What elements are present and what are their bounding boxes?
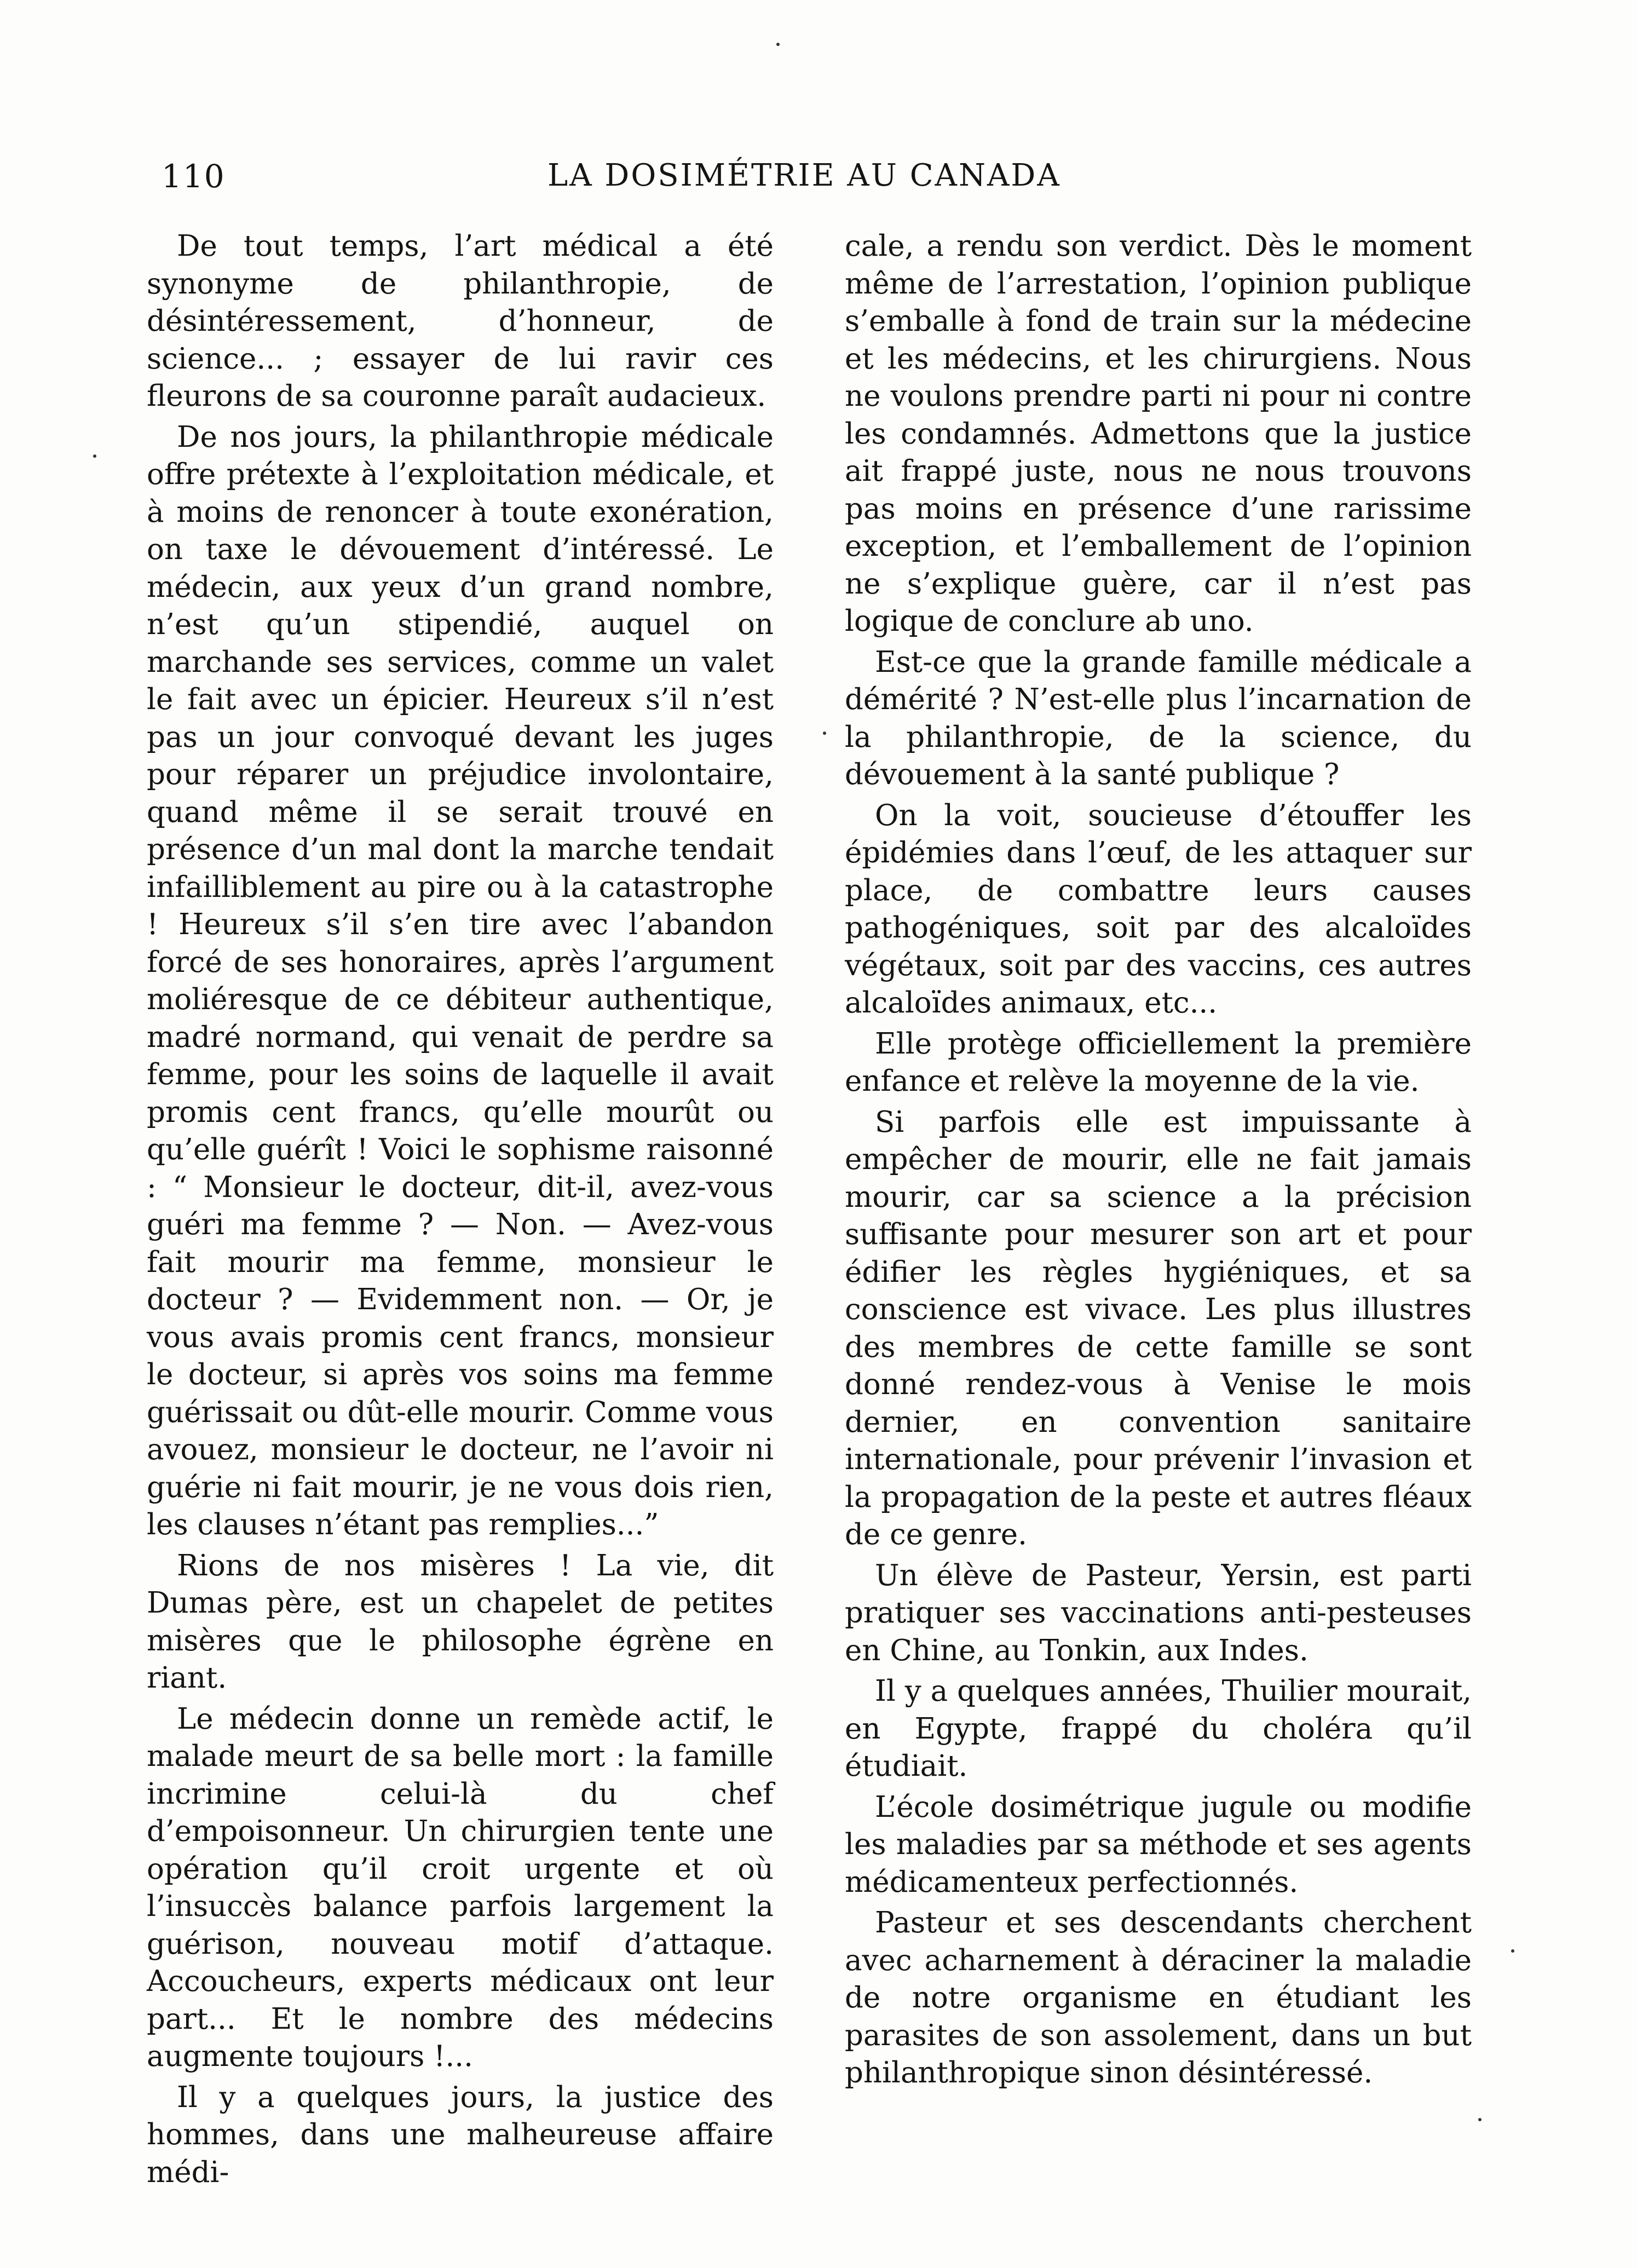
left-column — [147, 228, 774, 2195]
print-speck — [776, 43, 780, 46]
paragraph: Elle protège officiellement la première enfance et relève la moyenne de la vie. — [845, 1027, 1472, 1098]
paragraph: Un élève de Pasteur, Yersin, est parti pratiquer ses vaccinations anti-pesteuses en Chine, au Tonkin, aux Indes. — [845, 1558, 1472, 1667]
paragraph: Si parfois elle est impuissante à empêcher de mourir, elle ne fait jamais mourir, car sa science a la précision suffisante pour mesurer son art et pour édifier les règles hygiéniques, et sa conscience est vivace. Les plus illustres des membres de cette famille se sont donné rendez-vous à Venise le mois dernier, en convention sanitaire internationale, pour prévenir l’invasion et la propagation de la peste et autres fléaux de ce genre. — [845, 1105, 1472, 1551]
paragraph: Pasteur et ses descendants cherchent avec acharnement à déraciner la maladie de notre organisme en étudiant les parasites de son assolement, dans un but philanthropique sinon désintéressé. — [845, 1906, 1472, 2089]
paragraph: Il y a quelques années, Thuilier mourait, en Egypte, frappé du choléra qu’il étudiait. — [845, 1674, 1472, 1783]
paragraph: Il y a quelques jours, la justice des hommes, dans une malheureuse affaire médi- — [147, 2080, 774, 2189]
paragraph: Le médecin donne un remède actif, le malade meurt de sa belle mort : la famille incrimine celui-là du chef d’empoisonneur. Un chirurgien tente une opération qu’il croit urgente et où l’insuccès balance parfois largement la guérison, nouveau motif d’attaque. Accoucheurs, experts médicaux ont leur part... Et le nombre des médecins augmente toujours !... — [147, 1702, 774, 2073]
print-speck — [1511, 1949, 1514, 1953]
running-title: LA DOSIMÉTRIE AU CANADA — [547, 158, 1061, 193]
paragraph: On la voit, soucieuse d’étouffer les épidémies dans l’œuf, de les attaquer sur place, de combattre leurs causes pathogéniques, soit par des alcaloïdes végétaux, soit par des vaccins, ces autres alcaloïdes animaux, etc... — [845, 798, 1472, 1020]
print-speck — [823, 732, 826, 735]
print-speck — [1478, 2118, 1482, 2121]
paragraph: De nos jours, la philanthropie médicale offre prétexte à l’exploitation médicale, et à moins de renoncer à toute exonération, on taxe le dévouement d’intéressé. Le médecin, aux yeux d’un grand nombre, n’est qu’un stipendié, auquel on marchande ses services, comme un valet le fait avec un épicier. Heureux s’il n’est pas un jour convoqué devant les juges pour réparer un préjudice involontaire, quand même il se serait trouvé en présence d’un mal dont la marche tendait infailliblement au pire ou à la catastrophe ! Heureux s’il s’en tire avec l’abandon forcé de ses honoraires, après l’argument moliéresque de ce débiteur authentique, madré normand, qui venait de perdre sa femme, pour les soins de laquelle il avait promis cent francs, qu’elle mourût ou qu’elle guérît ! Voici le sophisme raisonné : “ Monsieur le docteur, dit-il, avez-vous guéri ma femme ? — Non. — Avez-vous fait mourir ma femme, monsieur le docteur ? — Evidemment non. — Or, je vous avais promis cent francs, monsieur le docteur, si après vos soins ma femme guérissait ou dût-elle mourir. Comme vous avouez, monsieur le docteur, ne l’avoir ni guérie ni fait mourir, je ne vous dois rien, les clauses n’étant pas remplies...” — [147, 420, 774, 1541]
paragraph: L’école dosimétrique jugule ou modifie les maladies par sa méthode et ses agents médicamenteux perfectionnés. — [845, 1790, 1472, 1899]
paragraph: Est-ce que la grande famille médicale a démérité ? N’est-elle plus l’incarnation de la philanthropie, de la science, du dévouement à la santé publique ? — [845, 645, 1472, 791]
paragraph: Rions de nos misères ! La vie, dit Dumas père, est un chapelet de petites misères que le philosophe égrène en riant. — [147, 1549, 774, 1695]
paragraph-continuation: cale, a rendu son verdict. Dès le moment même de l’arrestation, l’opinion publique s’emballe à fond de train sur la médecine et les médecins, et les chirurgiens. Nous ne voulons prendre parti ni pour ni contre les condamnés. Admettons que la justice ait frappé juste, nous ne nous trouvons pas moins en présence d’une rarissime exception, et l’emballement de l’opinion ne s’explique guère, car il n’est pas logique de conclure ab uno. — [845, 229, 1472, 638]
page-number: 110 — [162, 158, 226, 195]
print-speck — [93, 454, 96, 458]
right-column — [845, 228, 1472, 2096]
paragraph: De tout temps, l’art médical a été synonyme de philanthropie, de désintéressement, d’honneur, de science... ; essayer de lui ravir ces fleurons de sa couronne paraît audacieux. — [147, 229, 774, 413]
